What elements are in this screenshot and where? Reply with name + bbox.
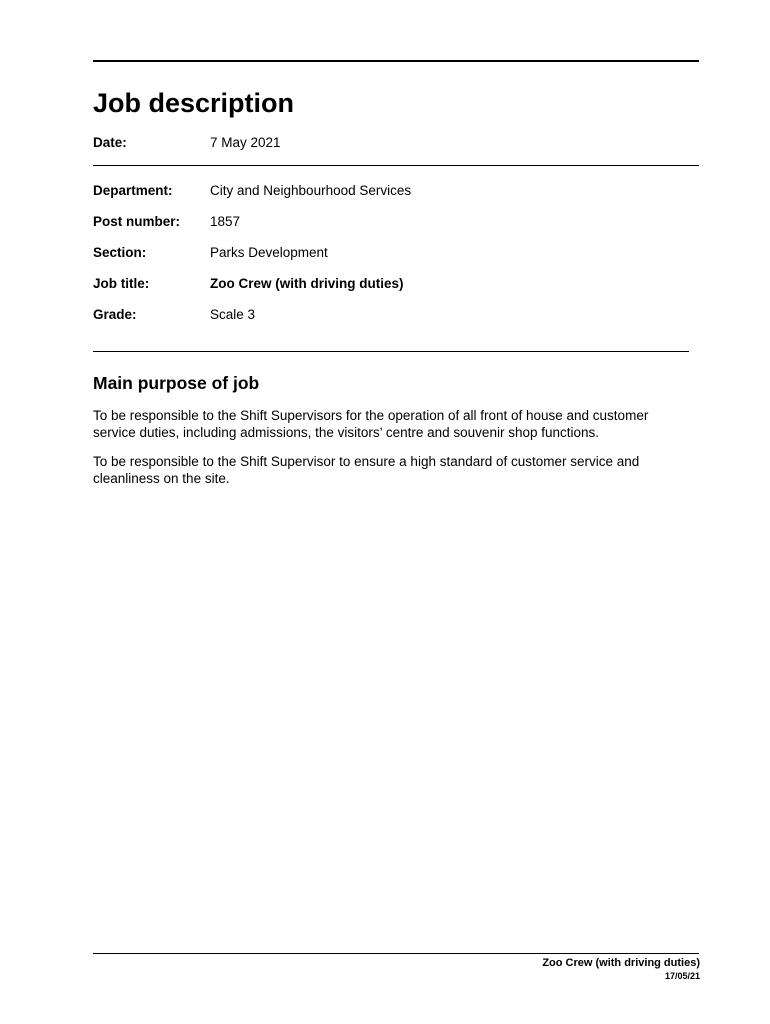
header-rule [93,60,699,62]
main-purpose-paragraph: To be responsible to the Shift Supervisors for the operation of all front of house and customer service duties, including admissions, the visitors’ centre and souvenir shop functions. [93,408,649,440]
grade-value: Scale 3 [210,307,256,322]
details-divider [93,351,689,352]
footer-rule [93,953,699,954]
date-label: Date: [93,135,127,150]
date-divider [93,165,699,166]
date-value: 7 May 2021 [210,135,281,150]
post-number-value: 1857 [210,214,241,229]
department-value: City and Neighbourhood Services [210,183,412,198]
job-title-value: Zoo Crew (with driving duties) [210,276,404,291]
main-purpose-paragraph: To be responsible to the Shift Supervisor to ensure a high standard of customer service and cleanliness on the site. [93,454,640,486]
main-purpose-heading: Main purpose of job [93,373,260,393]
section-value: Parks Development [210,245,328,260]
grade-label: Grade: [93,307,137,322]
page-title: Job description [93,88,295,118]
job-title-label: Job title: [93,276,150,291]
footer-job-title: Zoo Crew (with driving duties) [542,957,700,969]
post-number-label: Post number: [93,214,181,229]
department-label: Department: [93,183,173,198]
footer-date: 17/05/21 [664,971,700,981]
section-label: Section: [93,245,147,260]
